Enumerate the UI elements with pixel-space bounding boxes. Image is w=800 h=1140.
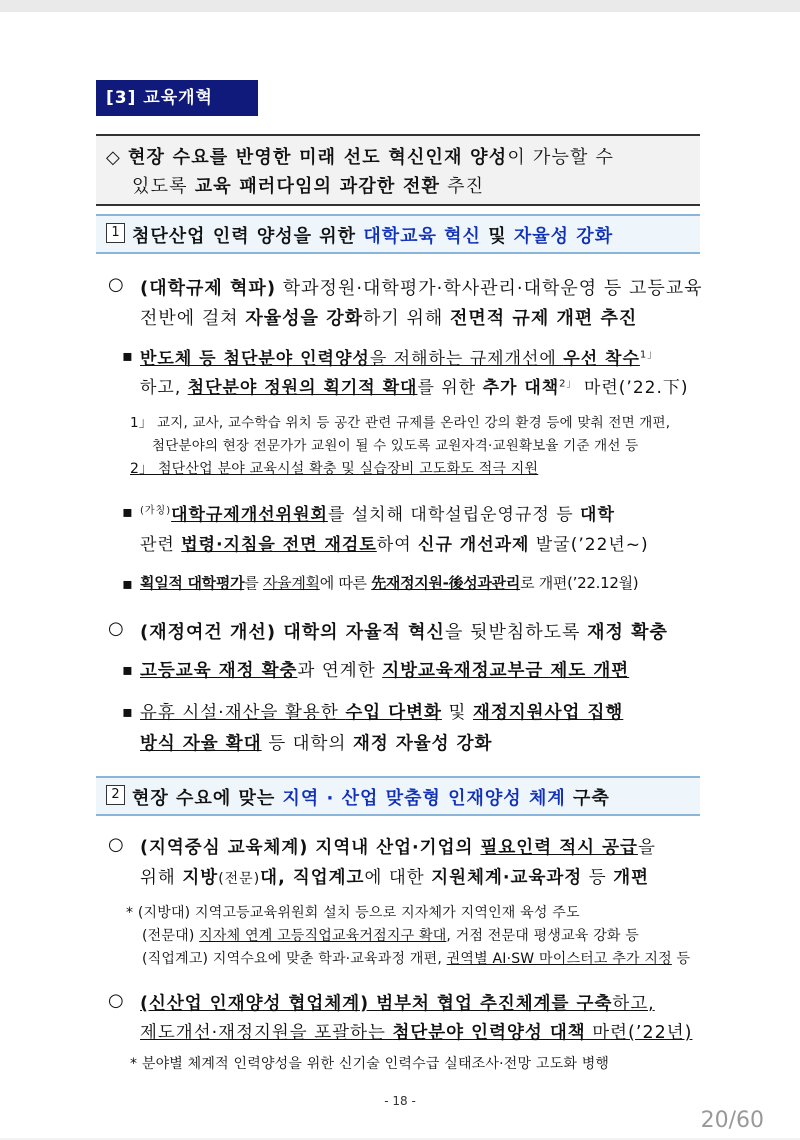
footnote-1-line-2: 첨단분야의 현장 전문가가 교원이 될 수 있도록 교원자격·교원확보율 기준 개선 등 (152, 438, 639, 454)
bullet-1-line-2: 하고, 첨단분야 정원의 획기적 확대를 위한 추가 대책$^{2」}$ 마련(’22.下) (140, 378, 689, 398)
paragraph-1-line-1: (대학규제 혁파) 학과정원·대학평가·학사관리·대학운영 등 고등교육 (140, 278, 703, 299)
bullet-5-line-2: 방식 자율 확대 등 대학의 재정 자율성 강화 (140, 734, 493, 754)
paragraph-marker: ○ (108, 834, 125, 855)
bullet-5-line-1: 유휴 시설·재산을 활용한 수입 다변화 및 재정지원사업 집행 (140, 703, 624, 723)
subheading-number: 2 (106, 785, 125, 805)
paragraph-marker: ○ (108, 990, 125, 1011)
bullet-marker: ▪ (122, 574, 133, 593)
bullet-2-line-2: 관련 법령·지침을 전면 재검토하여 신규 개선과제 발굴(’22년~) (140, 535, 649, 555)
viewer-top-bar (0, 0, 800, 12)
paragraph-2: (재정여건 개선) 대학의 자율적 혁신을 뒷받침하도록 재정 확충 (140, 622, 668, 643)
subheading-1 (96, 214, 700, 254)
footnote-4: * 분야별 체계적 인력양성을 위한 신기술 인력수급 실태조사·전망 고도화 병행 (130, 1056, 610, 1072)
paragraph-4-line-1: (신산업 인재양성 협업체계) 범부처 협업 추진체계를 구축하고, (140, 994, 655, 1014)
paragraph-3-line-2: 위해 지방(전문)대, 직업계고에 대한 지원체계·교육과정 등 개편 (140, 868, 650, 888)
section-title: [3] 교육개혁 (96, 80, 258, 116)
bullet-marker: ▪ (122, 660, 133, 679)
bullet-marker: ▪ (122, 502, 133, 521)
page-counter: 20/60 (700, 1108, 764, 1133)
bullet-1-line-1: 반도체 등 첨단분야 인력양성을 저해하는 규제개선에 우선 착수$^{1」}$ (140, 349, 659, 369)
subheading-text: 첨단산업 인력 양성을 위한 대학교육 혁신 및 자율성 강화 (132, 226, 614, 247)
paragraph-1-line-2: 전반에 걸쳐 자율성을 강화하기 위해 전면적 규제 개편 추진 (140, 308, 638, 329)
summary-box (96, 134, 700, 206)
summary-line-1: ◇ 현장 수요를 반영한 미래 선도 혁신인재 양성이 가능할 수 (106, 147, 615, 168)
footnote-3-line-3: (직업계고) 지역수요에 맞춘 학과·교육과정 개편, 권역별 AI·SW 마이스터고 추가 지정 등 (142, 951, 691, 967)
subheading-number: 1 (106, 223, 125, 243)
bullet-3: 획일적 대학평가를 자율계획에 따른 先재정지원-後성과관리로 개편(’22.12월) (140, 574, 639, 592)
bullet-4: 고등교육 재정 확충과 연계한 지방교육재정교부금 제도 개편 (140, 661, 630, 681)
footnote-2: 2」 첨단산업 분야 교육시설 확충 및 실습장비 고도화도 적극 지원 (130, 461, 539, 477)
bullet-2-line-1: $^{(가칭)}$대학규제개선위원회를 설치해 대학설립운영규정 등 대학 (140, 505, 615, 525)
paragraph-marker: ○ (108, 618, 125, 639)
subheading-text: 현장 수요에 맞는 지역 · 산업 맞춤형 인재양성 체계 구축 (132, 788, 610, 809)
subheading-2 (96, 776, 700, 816)
paragraph-4-line-2: 제도개선·재정지원을 포괄하는 첨단분야 인력양성 대책 마련(’22년) (140, 1023, 693, 1043)
summary-line-2: 있도록 교육 패러다임의 과감한 전환 추진 (132, 176, 485, 197)
bullet-marker: ▪ (122, 346, 133, 365)
paragraph-3-line-1: (지역중심 교육체계) 지역내 산업·기업의 필요인력 적시 공급을 (140, 838, 656, 858)
page-number: - 18 - (384, 1094, 416, 1108)
footnote-3-line-2: (전문대) 지자체 연계 고등직업교육거점지구 확대, 거점 전문대 평생교육 강화 등 (142, 928, 640, 944)
footnote-3-line-1: * (지방대) 지역고등교육위원회 설치 등으로 지자체가 지역인재 육성 주도 (126, 905, 580, 921)
footnote-1-line-1: 1」 교지, 교사, 교수학습 위치 등 공간 관련 규제를 온라인 강의 환경 등에 맞춰 전면 개편, (130, 415, 671, 431)
bullet-marker: ▪ (122, 702, 133, 721)
paragraph-marker: ○ (108, 274, 125, 295)
